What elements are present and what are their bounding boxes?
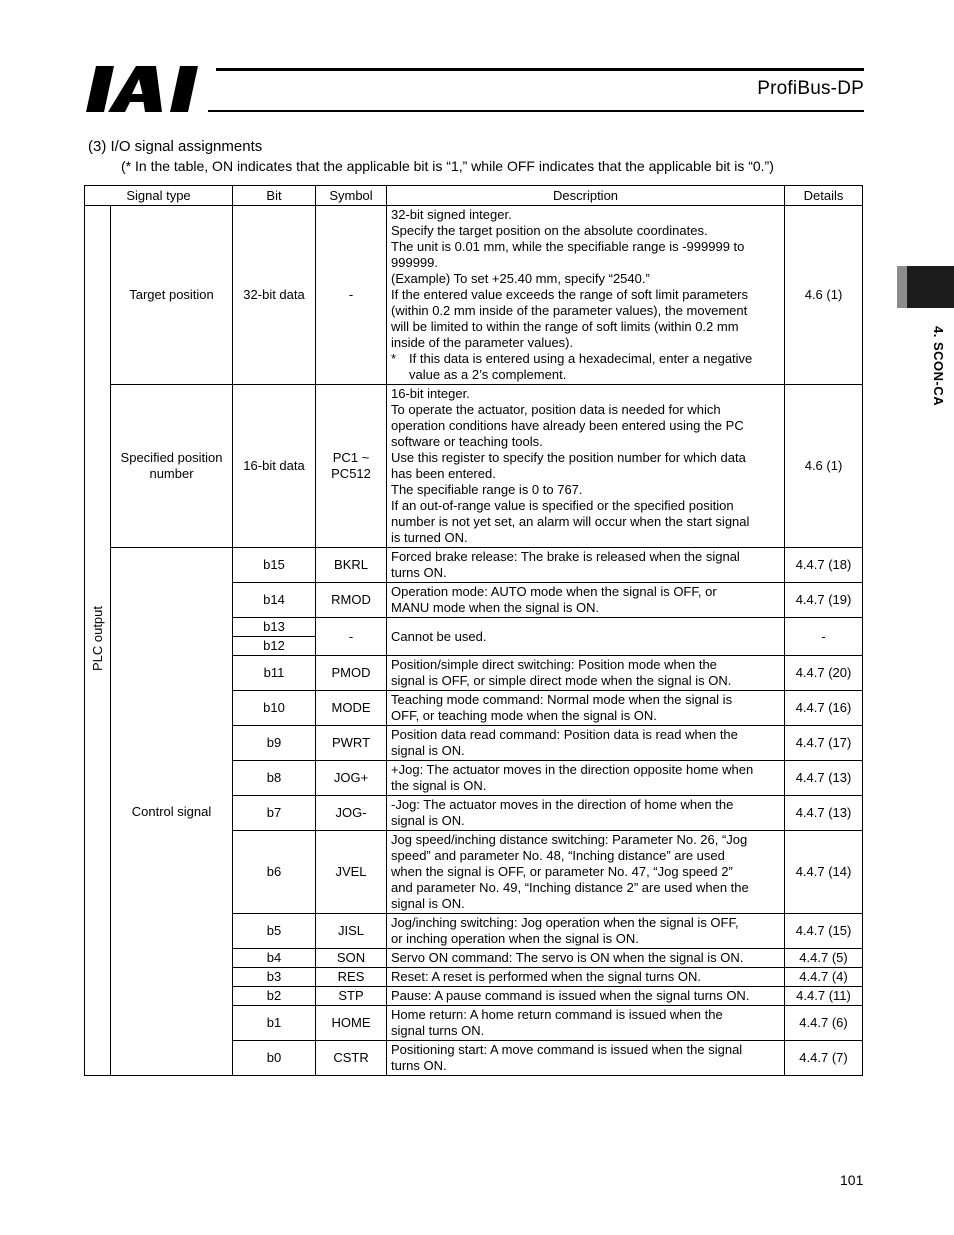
bit-cell: 16-bit data (233, 385, 316, 548)
description-cell (387, 206, 785, 385)
description-line: speed” and parameter No. 48, “Inching distance” are used (391, 848, 725, 863)
description-line: when the signal is OFF, or parameter No. 47, “Jog speed 2” (391, 864, 733, 879)
description-line: The unit is 0.01 mm, while the specifiable range is -999999 to (391, 239, 745, 254)
details-cell: 4.4.7 (6) (785, 1006, 863, 1041)
symbol-cell: CSTR (316, 1041, 387, 1076)
details-cell: 4.4.7 (5) (785, 949, 863, 968)
description-line: turns ON. (391, 1058, 447, 1073)
symbol-cell: PC1 ~ PC512 (316, 385, 387, 548)
header-details: Details (785, 186, 863, 206)
description-line: Pause: A pause command is issued when the signal turns ON. (391, 988, 750, 1003)
header-signal-type: Signal type (85, 186, 233, 206)
note-line: value as a 2’s complement. (409, 367, 567, 382)
signal-type-cell: Control signal (111, 548, 233, 1076)
description-line: 32-bit signed integer. (391, 207, 512, 222)
signal-type-cell: Target position (111, 206, 233, 385)
header-bit: Bit (233, 186, 316, 206)
symbol-cell: JOG- (316, 796, 387, 831)
bit-cell: b15 (233, 548, 316, 583)
header-rule-top (216, 68, 864, 71)
description-cell (387, 583, 785, 618)
iai-logo (86, 66, 206, 114)
bit-cell: b8 (233, 761, 316, 796)
description-cell (387, 691, 785, 726)
bit-cell: b6 (233, 831, 316, 914)
header-rule-bottom (208, 110, 864, 112)
description-line: If an out-of-range value is specified or the specified position (391, 498, 734, 513)
details-cell: 4.4.7 (7) (785, 1041, 863, 1076)
plc-output-group (85, 206, 111, 1076)
description-line: Position data read command: Position data is read when the (391, 727, 738, 742)
symbol-cell: STP (316, 987, 387, 1006)
description-cell (387, 761, 785, 796)
description-line: Positioning start: A move command is issued when the signal (391, 1042, 743, 1057)
description-cell (387, 987, 785, 1006)
details-cell: 4.4.7 (15) (785, 914, 863, 949)
description-line: 999999. (391, 255, 439, 270)
description-line: turns ON. (391, 565, 447, 580)
bit-cell: b3 (233, 968, 316, 987)
description-line: inside of the parameter values). (391, 335, 574, 350)
note-mark: * (391, 351, 397, 366)
description-line: OFF, or teaching mode when the signal is ON. (391, 708, 657, 723)
description-cell (387, 1041, 785, 1076)
description-cell (387, 618, 785, 656)
description-line: signal turns ON. (391, 1023, 485, 1038)
description-cell (387, 385, 785, 548)
section-title: (3) I/O signal assignments (88, 138, 263, 155)
bit-cell: b12 (233, 637, 316, 656)
description-line: signal is ON. (391, 743, 465, 758)
description-line: the signal is ON. (391, 778, 487, 793)
description-line: signal is ON. (391, 896, 465, 911)
symbol-cell: JISL (316, 914, 387, 949)
details-cell: 4.4.7 (18) (785, 548, 863, 583)
description-line: will be limited to within the range of soft limits (within 0.2 mm (391, 319, 739, 334)
bit-cell: b14 (233, 583, 316, 618)
details-cell: 4.6 (1) (785, 206, 863, 385)
description-line: Jog speed/inching distance switching: Parameter No. 26, “Jog (391, 832, 748, 847)
symbol-cell: RMOD (316, 583, 387, 618)
details-cell: 4.4.7 (13) (785, 761, 863, 796)
symbol-cell: SON (316, 949, 387, 968)
description-cell (387, 1006, 785, 1041)
chapter-side-label: 4. SCON-CA (931, 326, 946, 407)
description-line: Reset: A reset is performed when the signal turns ON. (391, 969, 701, 984)
table-row (85, 206, 863, 385)
symbol-cell: HOME (316, 1006, 387, 1041)
details-cell: 4.4.7 (11) (785, 987, 863, 1006)
description-line: or inching operation when the signal is ON. (391, 931, 639, 946)
chapter-tab-light (897, 266, 907, 308)
description-cell (387, 726, 785, 761)
description-line: Position/simple direct switching: Position mode when the (391, 657, 717, 672)
symbol-cell: MODE (316, 691, 387, 726)
symbol-cell: BKRL (316, 548, 387, 583)
header-description: Description (387, 186, 785, 206)
description-line: +Jog: The actuator moves in the direction opposite home when (391, 762, 754, 777)
description-line: (within 0.2 mm inside of the parameter values), the movement (391, 303, 748, 318)
description-line: Cannot be used. (391, 628, 487, 644)
plc-output-label: PLC output (89, 605, 105, 672)
description-cell (387, 796, 785, 831)
details-cell: 4.4.7 (19) (785, 583, 863, 618)
description-line: software or teaching tools. (391, 434, 543, 449)
description-cell (387, 831, 785, 914)
details-cell: 4.4.7 (14) (785, 831, 863, 914)
bit-cell: b2 (233, 987, 316, 1006)
description-cell (387, 656, 785, 691)
description-line: is turned ON. (391, 530, 468, 545)
description-line: signal is ON. (391, 813, 465, 828)
bit-cell: b4 (233, 949, 316, 968)
description-line: number is not yet set, an alarm will occur when the start signal (391, 514, 750, 529)
description-line: Operation mode: AUTO mode when the signal is OFF, or (391, 584, 717, 599)
description-line: and parameter No. 49, “Inching distance 2” are used when the (391, 880, 749, 895)
description-line: has been entered. (391, 466, 496, 481)
bit-cell: b0 (233, 1041, 316, 1076)
symbol-cell: PWRT (316, 726, 387, 761)
description-line: The specifiable range is 0 to 767. (391, 482, 583, 497)
description-cell (387, 949, 785, 968)
bit-cell: b10 (233, 691, 316, 726)
bit-cell: b11 (233, 656, 316, 691)
chapter-tab-dark (907, 266, 954, 308)
bit-cell: b5 (233, 914, 316, 949)
details-cell: 4.6 (1) (785, 385, 863, 548)
description-line: MANU mode when the signal is ON. (391, 600, 600, 615)
symbol-cell: JOG+ (316, 761, 387, 796)
table-row (85, 385, 863, 548)
symbol-cell: JVEL (316, 831, 387, 914)
details-cell: 4.4.7 (17) (785, 726, 863, 761)
description-line: signal is OFF, or simple direct mode when the signal is ON. (391, 673, 732, 688)
signal-type-cell: Specified position number (111, 385, 233, 548)
description-cell (387, 914, 785, 949)
description-note (391, 351, 780, 367)
bit-cell: 32-bit data (233, 206, 316, 385)
description-line: (Example) To set +25.40 mm, specify “2540.” (391, 271, 650, 286)
symbol-cell: PMOD (316, 656, 387, 691)
details-cell: 4.4.7 (16) (785, 691, 863, 726)
description-line: Jog/inching switching: Jog operation when the signal is OFF, (391, 915, 739, 930)
table-header-row (85, 186, 863, 206)
description-line: Specify the target position on the absolute coordinates. (391, 223, 708, 238)
bit-cell: b1 (233, 1006, 316, 1041)
description-line: If the entered value exceeds the range of soft limit parameters (391, 287, 748, 302)
symbol-cell: - (316, 206, 387, 385)
description-line: Use this register to specify the position number for which data (391, 450, 746, 465)
note-line: If this data is entered using a hexadecimal, enter a negative (409, 351, 753, 366)
description-line: Forced brake release: The brake is released when the signal (391, 549, 740, 564)
details-cell: 4.4.7 (13) (785, 796, 863, 831)
symbol-cell: - (316, 618, 387, 656)
bit-cell: b7 (233, 796, 316, 831)
description-line: operation conditions have already been entered using the PC (391, 418, 744, 433)
description-line: Teaching mode command: Normal mode when the signal is (391, 692, 733, 707)
section-note: (* In the table, ON indicates that the applicable bit is “1,” while OFF indicates that the applicable bit is “0.”) (121, 158, 774, 174)
description-line: To operate the actuator, position data is needed for which (391, 402, 721, 417)
description-line: Servo ON command: The servo is ON when the signal is ON. (391, 950, 744, 965)
description-line: Home return: A home return command is issued when the (391, 1007, 723, 1022)
page-number: 101 (840, 1172, 864, 1188)
description-cell (387, 968, 785, 987)
header-symbol: Symbol (316, 186, 387, 206)
description-cell (387, 548, 785, 583)
symbol-cell: RES (316, 968, 387, 987)
details-cell: - (785, 618, 863, 656)
description-line: 16-bit integer. (391, 386, 470, 401)
io-signal-table (84, 185, 863, 1076)
bit-cell: b9 (233, 726, 316, 761)
details-cell: 4.4.7 (4) (785, 968, 863, 987)
details-cell: 4.4.7 (20) (785, 656, 863, 691)
description-line: -Jog: The actuator moves in the direction of home when the (391, 797, 734, 812)
product-name: ProfiBus-DP (757, 78, 864, 99)
bit-cell: b13 (233, 618, 316, 637)
table-row (85, 548, 863, 583)
